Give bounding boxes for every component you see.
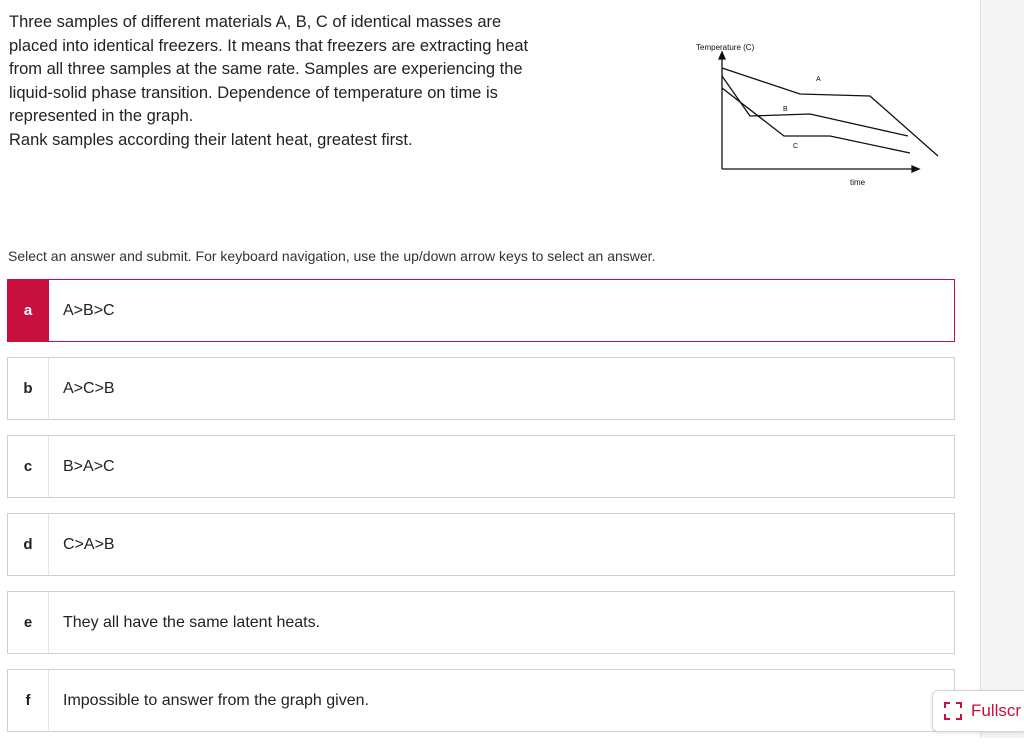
fullscreen-button[interactable] xyxy=(932,690,1024,732)
answer-option-b[interactable] xyxy=(7,357,955,420)
option-text: B>A>C xyxy=(63,457,115,475)
option-letter: e xyxy=(8,592,49,653)
curve-a xyxy=(722,68,938,156)
fullscreen-label: Fullscr xyxy=(971,701,1022,720)
option-text: C>A>B xyxy=(63,535,115,553)
option-letter: c xyxy=(8,436,49,497)
y-axis-label: Temperature (C) xyxy=(696,43,755,52)
question-line: placed into identical freezers. It means that freezers are extracting heat xyxy=(9,36,529,55)
answer-option-f[interactable] xyxy=(7,669,955,732)
curve-c xyxy=(722,88,910,153)
option-letter: a xyxy=(8,280,49,341)
option-letter: b xyxy=(8,358,49,419)
question-text xyxy=(9,11,569,152)
curve-label-c: C xyxy=(793,143,799,150)
instructions: Select an answer and submit. For keyboard navigation, use the up/down arrow keys to select an answer. xyxy=(8,248,656,264)
curve-label-a: A xyxy=(816,76,821,83)
question-line: liquid-solid phase transition. Dependence of temperature on time is xyxy=(9,83,498,102)
option-text: A>B>C xyxy=(63,301,115,319)
answer-option-c[interactable] xyxy=(7,435,955,498)
right-gutter xyxy=(980,0,1024,738)
option-letter: d xyxy=(8,514,49,575)
question-line: Rank samples according their latent heat, greatest first. xyxy=(9,130,413,149)
x-axis-arrow xyxy=(912,166,919,172)
answer-option-e[interactable] xyxy=(7,591,955,654)
option-text: A>C>B xyxy=(63,379,115,397)
question-line: Three samples of different materials A, B, C of identical masses are xyxy=(9,13,502,31)
temperature-time-graph xyxy=(690,36,950,196)
y-axis-arrow xyxy=(719,52,725,59)
question-line: from all three samples at the same rate. Samples are experiencing the xyxy=(9,60,523,78)
curve-label-b: B xyxy=(783,106,788,113)
x-axis-label: time xyxy=(850,178,866,187)
option-text: They all have the same latent heats. xyxy=(63,613,321,631)
answer-option-a[interactable] xyxy=(7,279,955,342)
curve-b xyxy=(722,76,908,136)
question-line: represented in the graph. xyxy=(9,107,194,125)
answer-options xyxy=(7,279,955,747)
option-text: Impossible to answer from the graph given. xyxy=(63,691,369,709)
answer-option-d[interactable] xyxy=(7,513,955,576)
option-letter: f xyxy=(8,670,49,731)
expand-icon xyxy=(943,701,963,721)
